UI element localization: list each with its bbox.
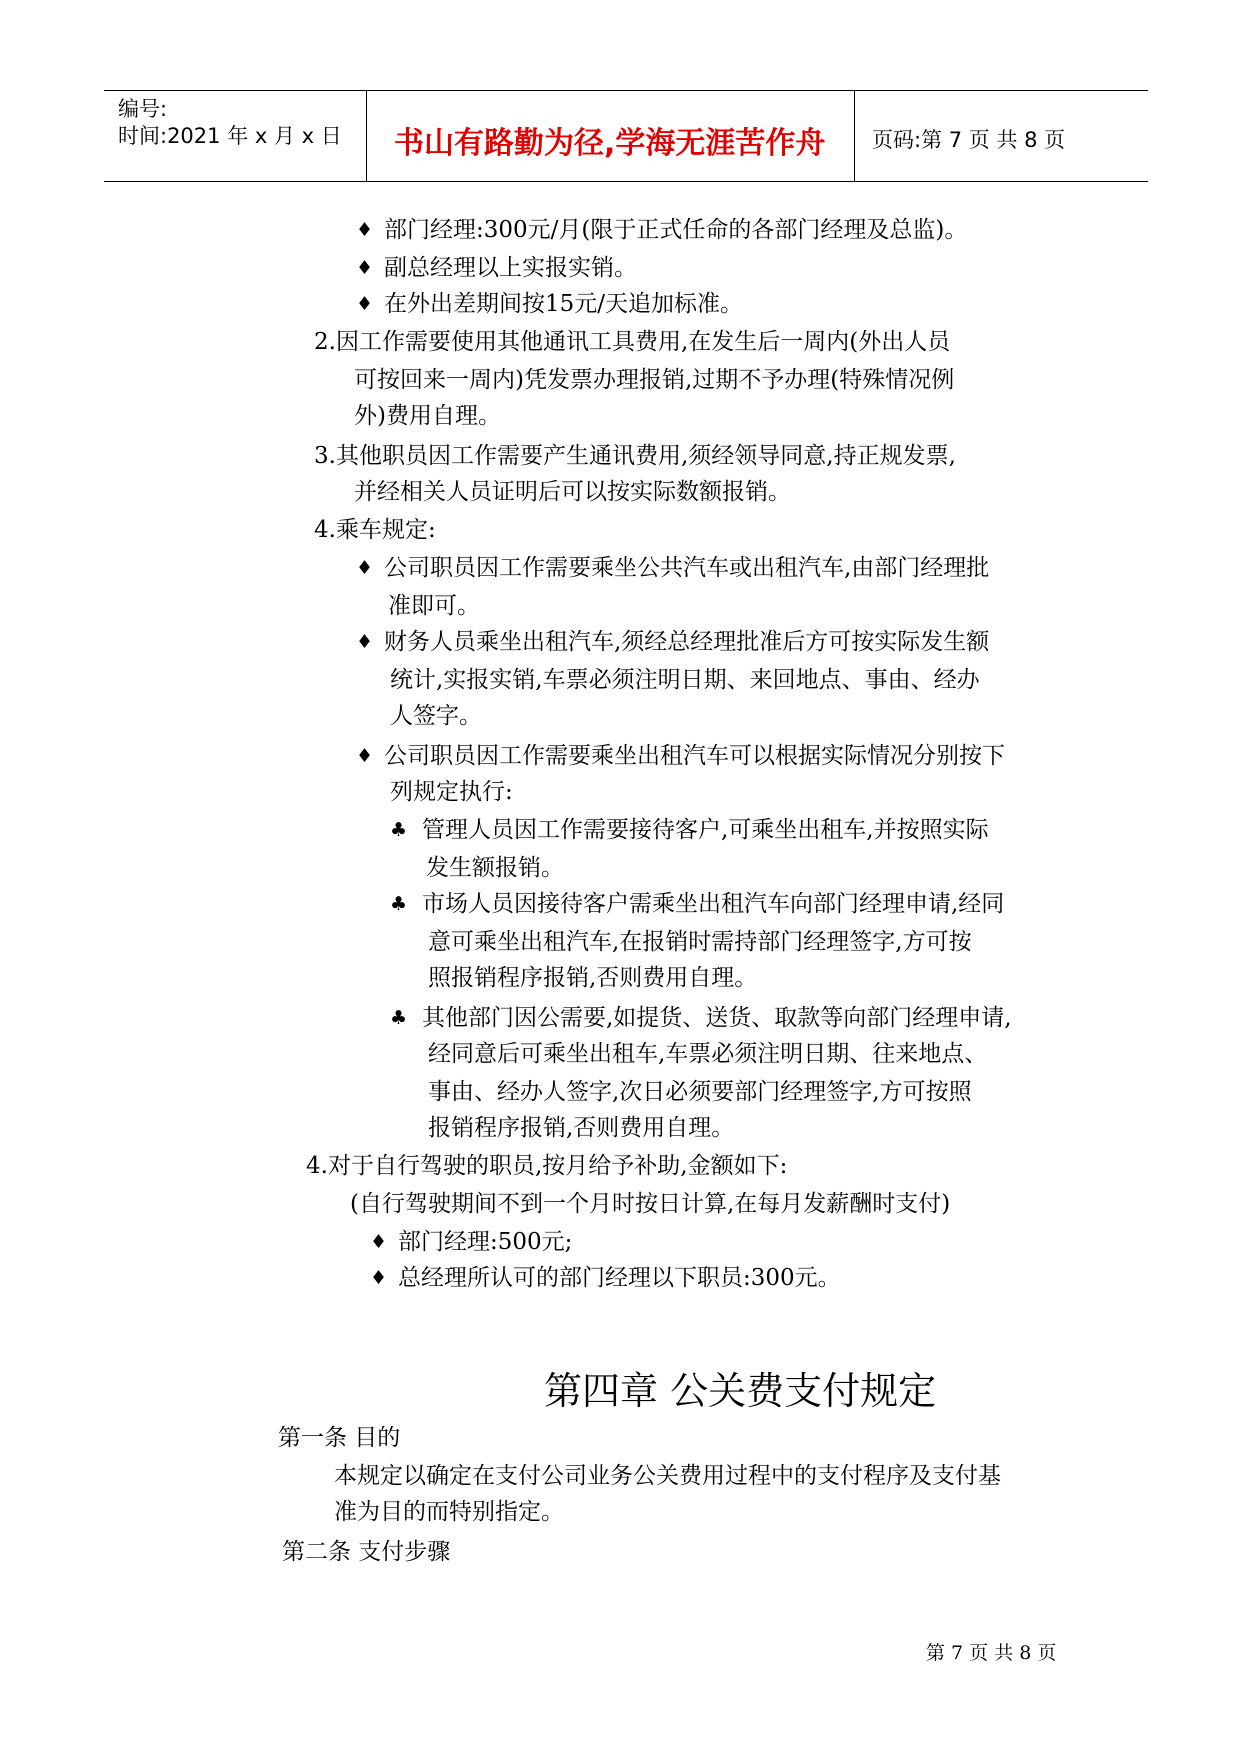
body-line: 其他部门因公需要,如提货、送货、取款等向部门经理申请, [422, 1005, 1012, 1031]
document-time-label: 时间:2021 年 x 月 x 日 [118, 124, 342, 148]
club-bullet-icon: ♣ [390, 893, 408, 915]
body-line: 统计,实报实销,车票必须注明日期、来回地点、事由、经办 [390, 667, 980, 693]
club-bullet-icon: ♣ [390, 1007, 408, 1029]
body-line: 4.乘车规定: [314, 517, 436, 543]
body-line: 管理人员因工作需要接待客户,可乘坐出租车,并按照实际 [422, 817, 989, 843]
body-line: 部门经理:300元/月(限于正式任命的各部门经理及总监)。 [384, 217, 968, 243]
body-line: 发生额报销。 [426, 855, 564, 881]
page-footer: 第 7 页 共 8 页 [926, 1642, 1057, 1664]
diamond-bullet-icon: ♦ [356, 631, 374, 653]
article-text: 准为目的而特别指定。 [334, 1499, 564, 1525]
body-line: 外)费用自理。 [354, 403, 501, 429]
chapter-title: 第四章 公关费支付规定 [544, 1369, 937, 1413]
body-line: 准即可。 [388, 593, 480, 619]
body-line: 2.因工作需要使用其他通讯工具费用,在发生后一周内(外出人员 [314, 329, 951, 355]
body-line: 经同意后可乘坐出租车,车票必须注明日期、往来地点、 [428, 1041, 988, 1067]
body-line: (自行驾驶期间不到一个月时按日计算,在每月发薪酬时支付) [350, 1191, 951, 1217]
header-page-code: 页码:第 7 页 共 8 页 [872, 128, 1066, 152]
article-title: 第二条 支付步骤 [282, 1539, 451, 1565]
body-line: 事由、经办人签字,次日必须要部门经理签字,方可按照 [428, 1079, 972, 1105]
body-line: 照报销程序报销,否则费用自理。 [428, 965, 758, 991]
body-line: 并经相关人员证明后可以按实际数额报销。 [354, 479, 791, 505]
body-line: 意可乘坐出租汽车,在报销时需持部门经理签字,方可按 [428, 929, 972, 955]
article-title: 第一条 目的 [278, 1425, 401, 1451]
header-divider-left [366, 90, 367, 182]
body-line: 报销程序报销,否则费用自理。 [428, 1115, 735, 1141]
body-line: 可按回来一周内)凭发票办理报销,过期不予办理(特殊情况例 [354, 367, 955, 393]
document-number-label: 编号: [118, 97, 168, 121]
body-line: 公司职员因工作需要乘坐出租汽车可以根据实际情况分别按下 [384, 743, 1005, 769]
diamond-bullet-icon: ♦ [370, 1267, 388, 1289]
header-divider-right [854, 90, 855, 182]
diamond-bullet-icon: ♦ [356, 219, 374, 241]
header-motto: 书山有路勤为径,学海无涯苦作舟 [394, 126, 826, 161]
body-line: 副总经理以上实报实销。 [384, 255, 637, 281]
diamond-bullet-icon: ♦ [356, 557, 374, 579]
body-line: 列规定执行: [390, 779, 513, 805]
header-bottom-rule [104, 181, 1148, 182]
club-bullet-icon: ♣ [390, 819, 408, 841]
body-line: 在外出差期间按15元/天追加标准。 [384, 291, 744, 317]
body-line: 部门经理:500元; [398, 1229, 573, 1255]
body-line: 财务人员乘坐出租汽车,须经总经理批准后方可按实际发生额 [384, 629, 990, 655]
header-top-rule [104, 90, 1148, 91]
diamond-bullet-icon: ♦ [356, 293, 374, 315]
diamond-bullet-icon: ♦ [356, 745, 374, 767]
body-line: 市场人员因接待客户需乘坐出租汽车向部门经理申请,经同 [422, 891, 1005, 917]
diamond-bullet-icon: ♦ [356, 257, 374, 279]
diamond-bullet-icon: ♦ [370, 1231, 388, 1253]
article-text: 本规定以确定在支付公司业务公关费用过程中的支付程序及支付基 [334, 1463, 1001, 1489]
body-line: 公司职员因工作需要乘坐公共汽车或出租汽车,由部门经理批 [384, 555, 990, 581]
body-line: 人签字。 [390, 703, 482, 729]
body-line: 4.对于自行驾驶的职员,按月给予补助,金额如下: [306, 1153, 788, 1179]
body-line: 总经理所认可的部门经理以下职员:300元。 [398, 1265, 841, 1291]
body-line: 3.其他职员因工作需要产生通讯费用,须经领导同意,持正规发票, [314, 443, 956, 469]
